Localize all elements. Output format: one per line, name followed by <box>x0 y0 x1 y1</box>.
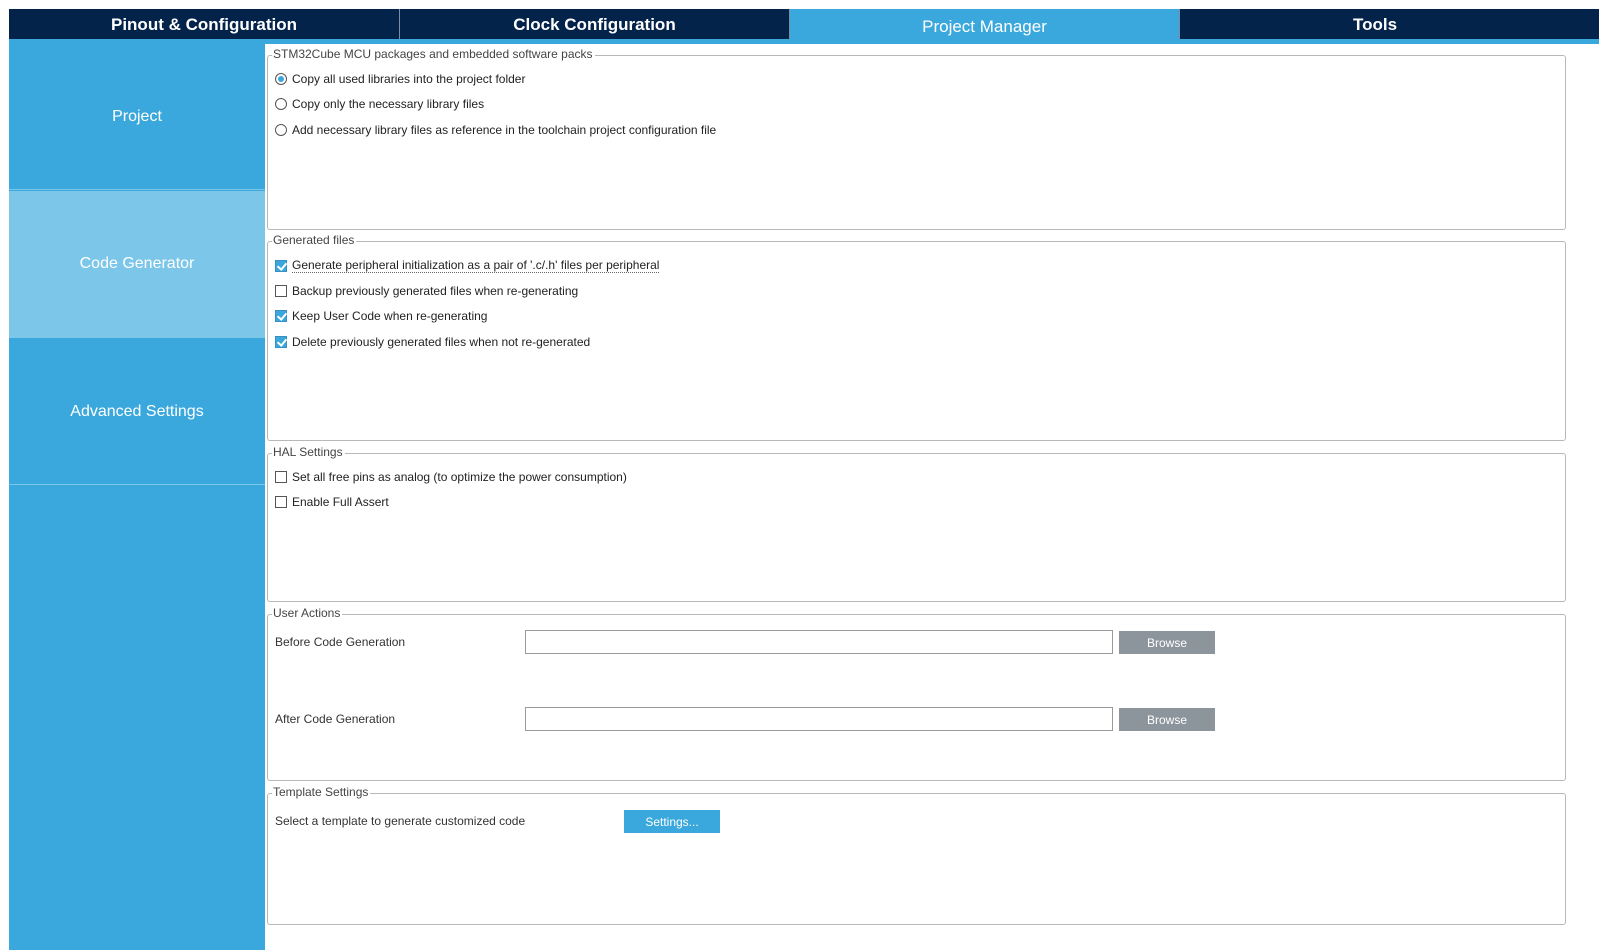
template-settings-group <box>267 785 1566 925</box>
checkbox[interactable] <box>275 471 287 483</box>
checkbox[interactable] <box>275 310 287 322</box>
enable-full-assert-option[interactable] <box>275 495 389 509</box>
after-generation-input[interactable] <box>525 707 1113 731</box>
option-label: Copy all used libraries into the project folder <box>292 72 526 86</box>
checkbox[interactable] <box>275 336 287 348</box>
checkbox[interactable] <box>275 496 287 508</box>
sidebar-item-label: Code Generator <box>79 255 195 272</box>
option-label: Add necessary library files as reference in the toolchain project configuration file <box>292 123 717 137</box>
sidebar-item-label: Project <box>112 107 162 125</box>
tab-label: Pinout & Configuration <box>110 14 298 34</box>
hal-settings-group <box>267 445 1566 602</box>
keep-user-code-option[interactable] <box>275 309 487 323</box>
backup-generated-files-option[interactable] <box>275 284 578 298</box>
option-label: Enable Full Assert <box>292 495 389 509</box>
template-select-label: Select a template to generate customized code <box>275 814 526 828</box>
add-as-reference-option[interactable] <box>275 123 716 137</box>
before-generation-input[interactable] <box>525 630 1113 654</box>
before-generation-label: Before Code Generation <box>275 635 406 649</box>
after-generation-browse-button[interactable]: Browse <box>1119 708 1215 731</box>
packages-group <box>267 47 1566 230</box>
tab-label: Tools <box>1352 14 1398 34</box>
free-pins-analog-option[interactable] <box>275 470 627 484</box>
after-generation-label: After Code Generation <box>275 712 396 726</box>
generate-peripheral-pair-option[interactable] <box>275 258 659 273</box>
sidebar-item-code-generator[interactable] <box>9 191 265 338</box>
top-tab-bar <box>9 9 1599 44</box>
delete-generated-files-option[interactable] <box>275 335 590 349</box>
group-legend: Template Settings <box>273 785 369 799</box>
sidebar-item-advanced-settings[interactable] <box>9 339 265 485</box>
option-label: Set all free pins as analog (to optimize the power consumption) <box>292 470 627 484</box>
option-label: Keep User Code when re-generating <box>292 309 488 323</box>
group-legend: HAL Settings <box>273 445 343 459</box>
generated-files-group <box>267 233 1566 441</box>
option-label: Copy only the necessary library files <box>292 97 485 111</box>
option-label: Delete previously generated files when not re-generated <box>292 335 591 349</box>
radio-button[interactable] <box>275 124 287 136</box>
tab-label: Project Manager <box>922 16 1047 36</box>
option-label: Backup previously generated files when re-generating <box>292 284 579 298</box>
checkbox[interactable] <box>275 285 287 297</box>
template-settings-button[interactable]: Settings... <box>624 810 720 833</box>
tab-pinout-configuration[interactable] <box>9 9 400 40</box>
radio-button[interactable] <box>275 73 287 85</box>
before-generation-browse-button[interactable]: Browse <box>1119 631 1215 654</box>
group-legend: User Actions <box>273 606 341 620</box>
tab-tools[interactable] <box>1180 9 1570 40</box>
group-legend: STM32Cube MCU packages and embedded software packs <box>273 47 593 61</box>
tab-label: Clock Configuration <box>513 14 676 34</box>
option-label: Generate peripheral initialization as a pair of '.c/.h' files per peripheral <box>292 258 660 272</box>
user-actions-group <box>267 606 1566 781</box>
copy-all-libraries-option[interactable] <box>275 72 525 86</box>
sidebar-item-project[interactable] <box>9 44 265 190</box>
checkbox[interactable] <box>275 260 287 272</box>
radio-button[interactable] <box>275 98 287 110</box>
sidebar <box>9 44 265 950</box>
tab-clock-configuration[interactable] <box>400 9 790 40</box>
group-legend: Generated files <box>273 233 355 247</box>
copy-necessary-files-option[interactable] <box>275 97 484 111</box>
sidebar-item-label: Advanced Settings <box>70 402 204 420</box>
